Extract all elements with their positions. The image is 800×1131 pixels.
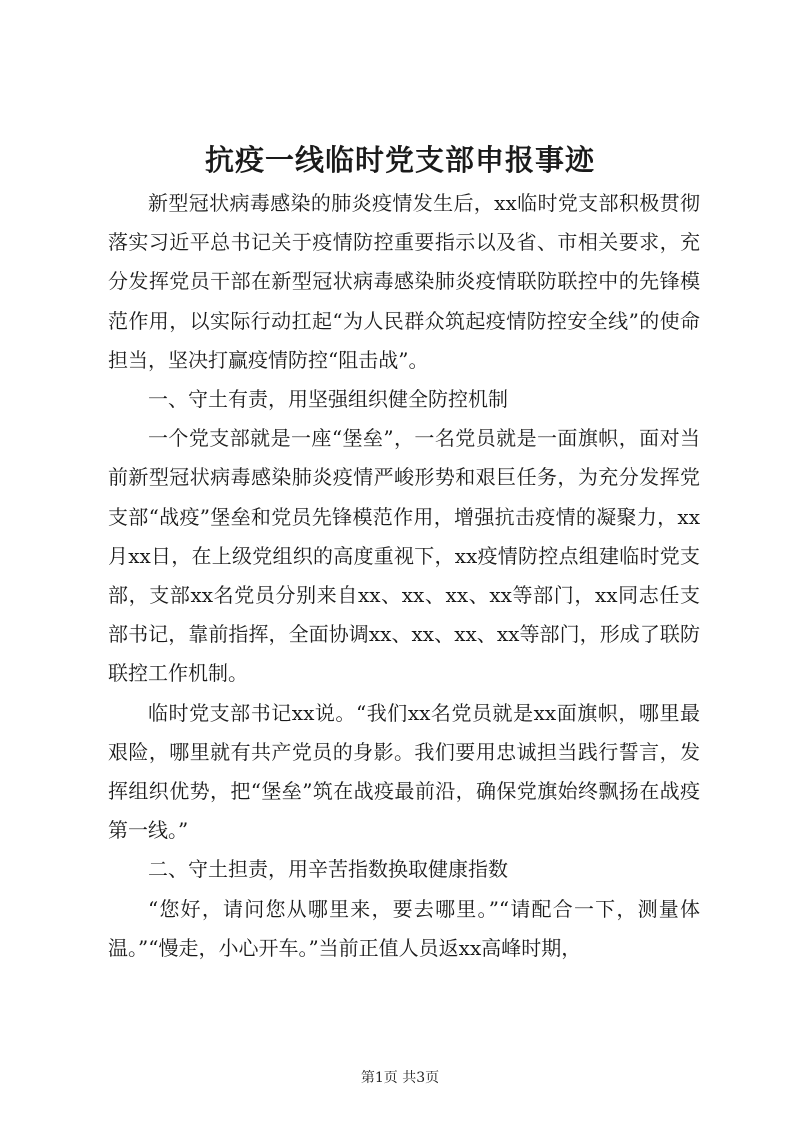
paragraph-section-1: 一个党支部就是一座“堡垒”，一名党员就是一面旗帜，面对当前新型冠状病毒感染肺炎疫情严峻形势和艰巨任务，为充分发挥党支部“战疫”堡垒和党员先锋模范作用，增强抗击疫情的凝聚力，xx月xx日，在上级党组织的高度重视下，xx疫情防控点组建临时党支部，支部xx名党员分别来自xx、xx、xx、xx等部门，xx同志任支部书记，靠前指挥，全面协调xx、xx、xx、xx等部门，形成了联防联控工作机制。 [108,426,700,686]
paragraph-quote: 临时党支部书记xx说。“我们xx名党员就是xx面旗帜，哪里最艰险，哪里就有共产党员的身影。我们要用忠诚担当践行誓言，发挥组织优势，把“堡垒”筑在战疫最前沿，确保党旗始终飘扬在战疫第一线。” [108,700,700,843]
document-title: 抗疫一线临时党支部申报事迹 [204,143,595,177]
paragraph-section-2: “您好，请问您从哪里来，要去哪里。”“请配合一下，测量体温。”“慢走，小心开车。”当前正值人员返xx高峰时期， [108,896,700,960]
document-body [108,184,700,968]
section-heading-1: 一、守土有责，用坚强组织健全防控机制 [148,387,508,412]
section-heading-2: 二、守土担责，用辛苦指数换取健康指数 [148,857,508,882]
page-number-footer: 第1页 共3页 [360,1070,440,1086]
paragraph-intro: 新型冠状病毒感染的肺炎疫情发生后，xx临时党支部积极贯彻落实习近平总书记关于疫情防控重要指示以及省、市相关要求，充分发挥党员干部在新型冠状病毒感染肺炎疫情联防联控中的先锋模范作用，以实际行动扛起“为人民群众筑起疫情防控安全线”的使命担当，坚决打赢疫情防控“阻击战”。 [108,191,700,372]
